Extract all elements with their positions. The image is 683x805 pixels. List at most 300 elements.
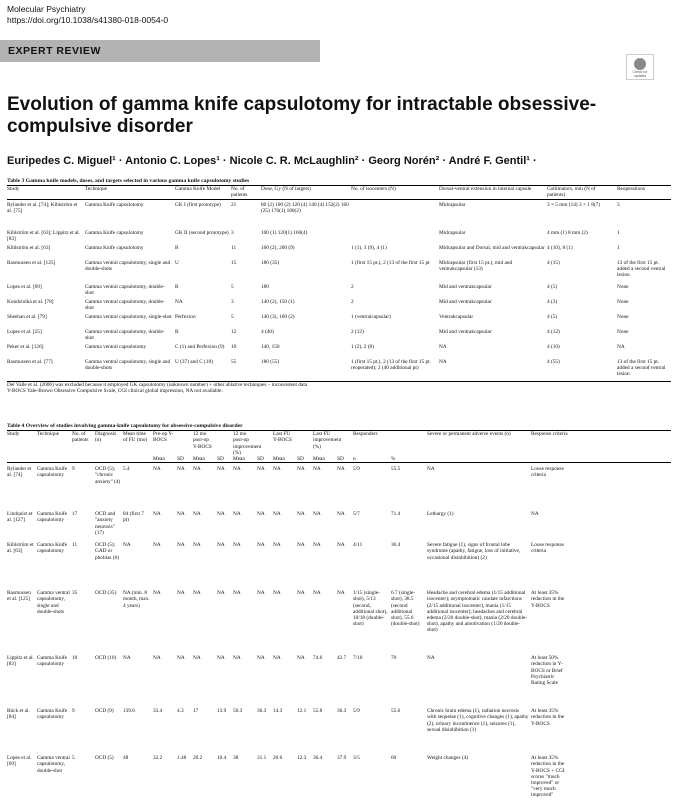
table-header-cell: 12 mo post-op Y-BOCS [193, 431, 212, 450]
section-label: EXPERT REVIEW [8, 45, 101, 57]
table-cell: Kihlström et al. [63] [7, 542, 34, 555]
table-header-cell [297, 431, 313, 456]
table-cell: 71.4 [391, 511, 401, 518]
table-cell: 1 [617, 229, 620, 236]
table-cell: 2 [351, 298, 354, 305]
table-header-cell: Last FU improvement (%) [313, 431, 342, 450]
table-cell: 12.3 [297, 755, 307, 762]
table-cell: 1 (first 15 pt.), 2 (13 of the first 15 pt. reoperated); 2 (40 additional pt) [351, 358, 431, 371]
table-cell: GK II (second prototype) [175, 229, 229, 236]
table-3-body [7, 202, 671, 381]
table-cell: None [617, 298, 629, 305]
table-cell: Mid and ventrakcapsular [439, 328, 492, 335]
table-cell: Severe fatigue (1), signs of frontal lobe syndrome (apathy, fatigue, loss of initiative, occasional disinhibition) (2) [427, 542, 521, 561]
table-row [7, 511, 671, 539]
table-cell: Chronic brain edema (1), radiation necrosis with sequelae (1), cognitive changes (1), apathy (2), urinary incontinence (1), seizures (1), sexual disinhibition (1) [427, 708, 529, 733]
table-cell: 3 [231, 229, 234, 236]
table-cell: NA [273, 511, 281, 518]
table-cell: NA [193, 590, 201, 597]
table-row [7, 359, 671, 381]
table-cell: 4.3 [177, 708, 184, 715]
table-cell: NA [217, 511, 225, 518]
table-header-cell: Study [7, 186, 20, 193]
table-cell: B [175, 244, 179, 251]
table-cell: NA [257, 542, 265, 549]
table-cell: 13 of the first 15 pt. added a second ventral lesion [617, 259, 666, 279]
table-cell: 4 (5) [547, 283, 558, 290]
table-cell: NA [193, 655, 201, 662]
table-cell: NA [257, 511, 265, 518]
table-cell: Midcapsular (first 15 pt.), mid and ventrakcapsular (13) [439, 259, 513, 272]
table-row [7, 299, 671, 312]
table-cell: NA [177, 590, 185, 597]
table-cell: 36.3 [337, 708, 347, 715]
table-header-cell [257, 431, 273, 456]
table-header-cell: Response criteria [531, 431, 568, 438]
table-cell: Perfexion [175, 313, 196, 320]
table-3-caption: Table 3 Gamma knife models, doses, and targets selected in various gamma knife capsulotomy studies [7, 178, 250, 184]
table-cell: 5/7 [353, 511, 360, 518]
table-cell: 55.5 [391, 466, 401, 473]
table-cell: Rasmussen et al. [125] [7, 259, 56, 266]
journal-header [7, 4, 168, 26]
table-4-body [7, 466, 671, 805]
table-row [7, 755, 671, 805]
table-cell: 139.6 [123, 708, 135, 715]
table-cell: 36.3 [257, 708, 267, 715]
table-cell: Gamma ventral capsulotomy, single-shot [85, 313, 172, 320]
table-cell: Rasmussen et al. [77] [7, 358, 53, 365]
table-cell: 3 [617, 201, 620, 208]
table-cell: 35 [72, 590, 78, 597]
table-cell: 60 [391, 755, 397, 762]
table-row [7, 655, 671, 705]
table-3 [7, 178, 671, 394]
table-cell: Lippitz et al. [83] [7, 655, 34, 668]
table-header-cell [217, 431, 233, 456]
table-subheader-cell: n [353, 456, 356, 463]
table-subheader-cell: Mean [193, 456, 206, 463]
table-header-cell [337, 431, 353, 456]
table-header-cell: Gamma Knife Model [175, 186, 221, 193]
table-cell: Kihlström et al. [63] [7, 244, 51, 251]
table-cell: Gamma ventral capsulotomy [85, 343, 147, 350]
table-cell: Peker et al. [126] [7, 343, 44, 350]
table-cell: 4 (12) [547, 328, 560, 335]
table-cell: 14.3 [273, 708, 283, 715]
table-row [7, 260, 671, 282]
table-cell: NA [337, 590, 345, 597]
table-subheader-cell [7, 456, 37, 462]
table-cell: NA [257, 590, 265, 597]
table-cell: At least 35% reduction in the Y-BOCS + CGI scores "much improved" or "very much improved" [531, 755, 565, 799]
table-cell: Kihlström et al. [63]; Lippitz et al. [83] [7, 229, 80, 242]
table-cell: At least 35% reduction in the Y-BOCS [531, 708, 565, 727]
table-cell: NA [123, 655, 131, 662]
table-cell: 36.4 [313, 755, 323, 762]
table-subheader-cell: Mean [273, 456, 286, 463]
table-subheader-cell: Mean [233, 456, 246, 463]
table-cell: 3/5 [353, 755, 360, 762]
table-cell: 4 (10) [547, 343, 560, 350]
table-cell: Lopes et al. [25] [7, 328, 42, 335]
table-cell: NA [177, 466, 185, 473]
table-header-cell: Dorsal-ventral extension in internal capsule [439, 186, 532, 193]
table-cell: Loose response criteria [531, 466, 564, 479]
table-row [7, 230, 671, 243]
table-cell: Lopes et al. [69] [7, 283, 42, 290]
table-cell: NA [193, 466, 201, 473]
table-cell: OCD (5) [95, 755, 114, 762]
table-cell: NA [193, 542, 201, 549]
table-cell: 5 [231, 313, 234, 320]
table-cell: 37.9 [337, 755, 347, 762]
table-cell: 4 (15) [547, 259, 560, 266]
table-header-cell [177, 431, 193, 456]
table-cell: Gamma Knife capsulotomy [37, 542, 68, 555]
table-subheader-cell: SD [257, 456, 264, 463]
table-cell: Gamma ventral capsulotomy, single and double-shots [85, 358, 171, 371]
table-cell: At least 35% reduction in the Y-BOCS [531, 590, 565, 609]
table-cell: NA [257, 466, 265, 473]
table-cell: 12 [231, 328, 237, 335]
table-cell: Gamma Knife capsulotomy [85, 244, 144, 251]
table-subheader-cell [427, 456, 531, 462]
article-title: Evolution of gamma knife capsulotomy for intractable obsessive-compulsive disorder [7, 94, 597, 137]
table-cell: 5/9 [353, 708, 360, 715]
table-cell: 31.1 [257, 755, 267, 762]
table-cell: None [617, 328, 629, 335]
table-cell: 42.7 [337, 655, 347, 662]
table-cell: At least 50% reduction in Y-BOCS or Brief Psychiatric Rating Scale [531, 655, 563, 687]
table-cell: Gamma Knife capsulotomy [85, 201, 144, 208]
table-cell: Midcapsular [439, 201, 466, 208]
table-subheader-cell: Mean [153, 456, 166, 463]
table-cell: 4 (55) [547, 358, 560, 365]
table-cell: 17 [72, 511, 78, 518]
table-cell: Gamma ventral capsulotomy, double-shot [85, 328, 165, 341]
table-cell: NA [273, 542, 281, 549]
table-row [7, 542, 671, 587]
table-cell: 13.9 [217, 708, 227, 715]
table-cell: Lindquist et al. [127] [7, 511, 33, 524]
table-cell: Midcapsular and Dorsal, mid and ventrakcapsular [439, 244, 545, 251]
table-cell: NA [297, 466, 305, 473]
table-cell: B [175, 283, 179, 290]
table-cell: Sheehan et al. [79] [7, 313, 47, 320]
table-cell: Headache and cerebral edema (1/15 additional isocenter); asymptomatic caudate infarctions (2/15 additional isocenter), mania (1/15 additional isocenter); headaches and cerebral edema (3/20 double-shot), mania (2/20 double-shot), apathy and amotivation (1/20 double-shot) [427, 590, 528, 634]
table-cell: 100 (1) 120(1) 160(4) [261, 229, 308, 236]
table-header-cell: 12 mo post-op improvement (%) [233, 431, 262, 456]
table-cell: NA [217, 466, 225, 473]
table-cell: NA [217, 542, 225, 549]
table-cell: NA [427, 466, 435, 473]
table-cell: 1 (first 15 pt.), 2 (13 of the first 15 pt [351, 259, 430, 266]
table-3-header [7, 186, 671, 198]
table-subheader-cell: % [391, 456, 396, 463]
table-cell: 38 [233, 755, 239, 762]
table-cell: NA [217, 655, 225, 662]
table-header-cell: Dose, Gy (N of targets) [261, 186, 311, 193]
table-cell: NA [313, 590, 321, 597]
table-row [7, 708, 671, 752]
table-cell: 5 [231, 283, 234, 290]
journal-name: Molecular Psychiatry [7, 4, 86, 14]
table-cell: 5 [72, 755, 75, 762]
table-cell: 55 [231, 358, 237, 365]
table-subheader-cell [123, 456, 153, 462]
table-subheader-cell: SD [297, 456, 304, 463]
table-cell: NA [617, 343, 625, 350]
table-cell: OCD (5); "chronic anxiety" (4) [95, 466, 121, 485]
table-cell: NA (min. 8 month, max. 4 years) [123, 590, 150, 609]
badge-text: Check for updates [632, 70, 648, 78]
table-cell: 20.2 [193, 755, 203, 762]
table-cell: 2 (12) [351, 328, 364, 335]
table-cell: 20.6 [273, 755, 283, 762]
table-cell: 2 [351, 283, 354, 290]
table-cell: 1/15 (single-shot), 5/13 (second, additional shot), 10/18 (double-shot) [353, 590, 388, 628]
table-cell: GK I (first prototype) [175, 201, 221, 208]
table-cell: 84 (first 7 pt) [123, 511, 144, 524]
table-cell: 4/11 [353, 542, 363, 549]
table-subheader-cell [95, 456, 123, 462]
table-cell: Rylander et al. [74] [7, 466, 32, 479]
table-cell: 55.8 [313, 708, 323, 715]
table-cell: 4 (40) [261, 328, 274, 335]
table-cell: NA [233, 542, 241, 549]
table-header-cell: Study [7, 431, 20, 438]
table-subheader-cell: SD [217, 456, 224, 463]
table-4-caption: Table 4 Overview of studies involving gamma-knife capsulotomy for obsessive-compulsive disorder [7, 423, 243, 429]
table-cell: NA [153, 511, 161, 518]
table-cell: 1 (ventralcapsular) [351, 313, 391, 320]
table-cell: NA [297, 542, 305, 549]
table-row [7, 329, 671, 342]
table-subheader-cell: SD [177, 456, 184, 463]
table-cell: 4 (10), 8 (1) [547, 244, 573, 251]
table-cell: NA [313, 511, 321, 518]
table-cell: Rylander et al. [74]; Kihlström et al. [75] [7, 201, 78, 214]
table-row [7, 245, 671, 258]
table-cell: 74.6 [313, 655, 323, 662]
table-header-cell: No. of isocenters (N) [351, 186, 396, 193]
table-cell: 140, 150 [261, 343, 280, 350]
table-subheader-cell [72, 456, 95, 462]
table-cell: 13 of the first 15 pt. added a second ventral lesion [617, 358, 666, 378]
table-cell: NA [233, 511, 241, 518]
table-row [7, 466, 671, 508]
table-row [7, 590, 671, 652]
table-cell: Gamma Knife capsulotomy [85, 229, 144, 236]
table-cell: Gamma ventral capsulotomy, single and double-shots [85, 259, 171, 272]
table-cell: 4 mm (1) 8 mm (2) [547, 229, 588, 236]
table-cell: OCD (10) [95, 655, 117, 662]
table-cell: Lopes et al. [69] [7, 755, 32, 768]
table-cell: Weight changes (4) [427, 755, 469, 762]
table-subheader-cell: Mean [313, 456, 326, 463]
table-cell: 9 [72, 708, 75, 715]
table-cell [351, 230, 439, 243]
table-cell: 5.4 [123, 466, 130, 473]
table-cell: 3 [231, 298, 234, 305]
table-cell: 10 [72, 655, 78, 662]
table-cell: NA [153, 542, 161, 549]
table-cell: NA [531, 511, 539, 518]
table-cell: 180 (35) [261, 259, 280, 266]
table-cell: None [617, 283, 629, 290]
table-cell: 1.48 [177, 755, 187, 762]
table-header-cell: No. of patients [72, 431, 89, 444]
table-row [7, 314, 671, 327]
table-cell: NA [273, 590, 281, 597]
table-cell: 1 (2), 2 (8) [351, 343, 374, 350]
table-cell: U (37) and C (18) [175, 358, 213, 365]
check-for-updates-badge[interactable] [626, 54, 654, 80]
table-header-cell: Reoperations [617, 186, 645, 193]
table-cell: 10 [231, 343, 237, 350]
table-header-cell: Responders [353, 431, 378, 438]
table-cell: Gamma Knife capsulotomy [37, 511, 68, 524]
table-cell: 10.4 [217, 755, 227, 762]
table-cell: Gamma ventral capsulotomy, double-shot [37, 755, 70, 774]
table-cell: Gamma Knife capsulotomy [37, 466, 68, 479]
table-cell: 140 (2), 150 (1) [261, 298, 295, 305]
table-cell: B [175, 328, 179, 335]
table-cell: NA [337, 511, 345, 518]
table-cell: 33.4 [153, 708, 163, 715]
table-cell: NA [233, 655, 241, 662]
table-4-header [7, 431, 671, 456]
table-cell: NA [177, 655, 185, 662]
table-cell: 6.7 (single-shot), 38.5 (second additional shot), 55.6 (double-shot) [391, 590, 420, 628]
table-cell: NA [175, 298, 183, 305]
table-4 [7, 423, 671, 805]
table-cell: NA [273, 655, 281, 662]
table-cell: OCD and "anxiety neurosis" (17) [95, 511, 116, 536]
table-cell: 36.4 [391, 542, 401, 549]
table-cell [351, 202, 439, 228]
table-cell: Lethargy (1) [427, 511, 454, 518]
table-cell: Gamma Knife capsulotomy [37, 655, 68, 668]
table-cell: NA [297, 511, 305, 518]
table-cell: NA [193, 511, 201, 518]
table-cell: Rück et al. [84] [7, 708, 30, 721]
table-cell: 9 [72, 466, 75, 473]
table-cell: Midcapsular [439, 229, 466, 236]
table-cell: OCD (35) [95, 590, 117, 597]
table-cell: Kondziolka et al. [78] [7, 298, 54, 305]
table-cell: Loose response criteria [531, 542, 564, 555]
bookmark-icon [634, 58, 646, 70]
table-cell: OCD (9) [95, 708, 114, 715]
table-header-cell [391, 431, 427, 456]
table-cell: Gamma ventral capsulotomy, single and double-shots [37, 590, 70, 615]
table-cell: U [175, 259, 179, 266]
table-cell: 4 (5) [547, 313, 558, 320]
table-cell: NA [217, 590, 225, 597]
table-cell: 5/9 [353, 466, 360, 473]
table-cell: Rasmussen et al. [125] [7, 590, 31, 603]
table-cell: OCD (5); GAD or phobias (6) [95, 542, 119, 561]
table-cell: Ventrakcapsular [439, 313, 474, 320]
table-cell: 180 (55) [261, 358, 280, 365]
table-cell: NA [439, 343, 447, 350]
table-header-cell: Collimators, mm (N of patients) [547, 186, 596, 199]
table-3-note-1: Del Valle et al. (2006) was excluded because it employed GK capsulotomy (unknown number) + other ablative techniques – inconsistent data [7, 381, 308, 388]
table-cell: NA [153, 590, 161, 597]
table-cell: NA [233, 590, 241, 597]
table-header-cell: Technique [85, 186, 107, 193]
table-header-cell: No. of patients [231, 186, 248, 199]
table-cell: NA [233, 466, 241, 473]
author-list: Euripedes C. Miguel¹ · Antonio C. Lopes¹ · Nicole C. R. McLaughlin² · Georg Norén² · André F. Gentil¹ · [7, 155, 537, 167]
table-cell: 11 [72, 542, 78, 549]
table-cell: NA [427, 655, 435, 662]
table-cell: 160 (2), 200 (9) [261, 244, 295, 251]
journal-doi[interactable]: https://doi.org/10.1038/s41380-018-0054-0 [7, 15, 169, 25]
table-header-cell: Last FU Y-BOCS [273, 431, 292, 444]
table-cell: NA [153, 466, 161, 473]
table-cell: Gamma ventral capsulotomy, double-shot [85, 283, 165, 296]
table-cell: 11 [231, 244, 237, 251]
table-cell: 140 (3), 160 (2) [261, 313, 295, 320]
table-cell: NA [123, 542, 131, 549]
table-cell: NA [297, 655, 305, 662]
table-header-cell: Mean time of FU (mo) [123, 431, 148, 444]
table-cell: 50.3 [233, 708, 243, 715]
table-cell: NA [297, 590, 305, 597]
table-subheader-cell [37, 456, 72, 462]
table-row [7, 202, 671, 228]
table-cell: 17 [193, 708, 199, 715]
table-cell: NA [177, 542, 185, 549]
table-cell: 32.2 [153, 755, 163, 762]
table-cell: 55.6 [391, 708, 401, 715]
table-cell: 1 [617, 244, 620, 251]
table-cell: C (1) and Perfexion (9) [175, 343, 225, 350]
table-cell: 15 [231, 259, 237, 266]
table-header-cell: Pre-op Y-BOCS [153, 431, 174, 444]
section-band [0, 40, 320, 62]
table-cell: 1 (1), 3 (9), 4 (1) [351, 244, 387, 251]
table-cell: 80 (2) 100 (2) 120 (4) 140 (4) 152(2) 160 (25) 170(1) 180(2) [261, 201, 349, 214]
table-header-cell: Severe or permanent adverse events (n) [427, 431, 511, 438]
table-cell: Mid and ventrakcapsular [439, 298, 492, 305]
table-cell: 21 [231, 201, 237, 208]
table-cell: NA [313, 466, 321, 473]
table-cell: Gamma ventral capsulotomy, double-shot [85, 298, 165, 311]
table-cell: NA [177, 511, 185, 518]
table-subheader-cell: SD [337, 456, 344, 463]
table-3-note-2: Y-BOCS Yale-Brown Obsessive Compulsive Scale, CGI clinical global impression, NA not available. [7, 387, 223, 394]
table-cell: 4 (3) [547, 298, 558, 305]
table-subheader-cell [531, 456, 571, 462]
table-cell: 3 × 5 mm (14) 3 × 1 8(7) [547, 201, 601, 208]
table-cell: NA [337, 466, 345, 473]
table-cell: NA [153, 655, 161, 662]
table-cell: 12.1 [297, 708, 307, 715]
table-cell: NA [273, 466, 281, 473]
table-header-cell: Diagnosis (n) [95, 431, 117, 444]
table-cell: 70 [391, 655, 397, 662]
table-cell: 48 [123, 755, 129, 762]
table-cell: 180 [261, 283, 269, 290]
table-cell: NA [439, 358, 447, 365]
table-cell: Mid and ventrakcapsular [439, 283, 492, 290]
table-header-cell: Technique [37, 431, 59, 438]
table-cell: NA [257, 655, 265, 662]
